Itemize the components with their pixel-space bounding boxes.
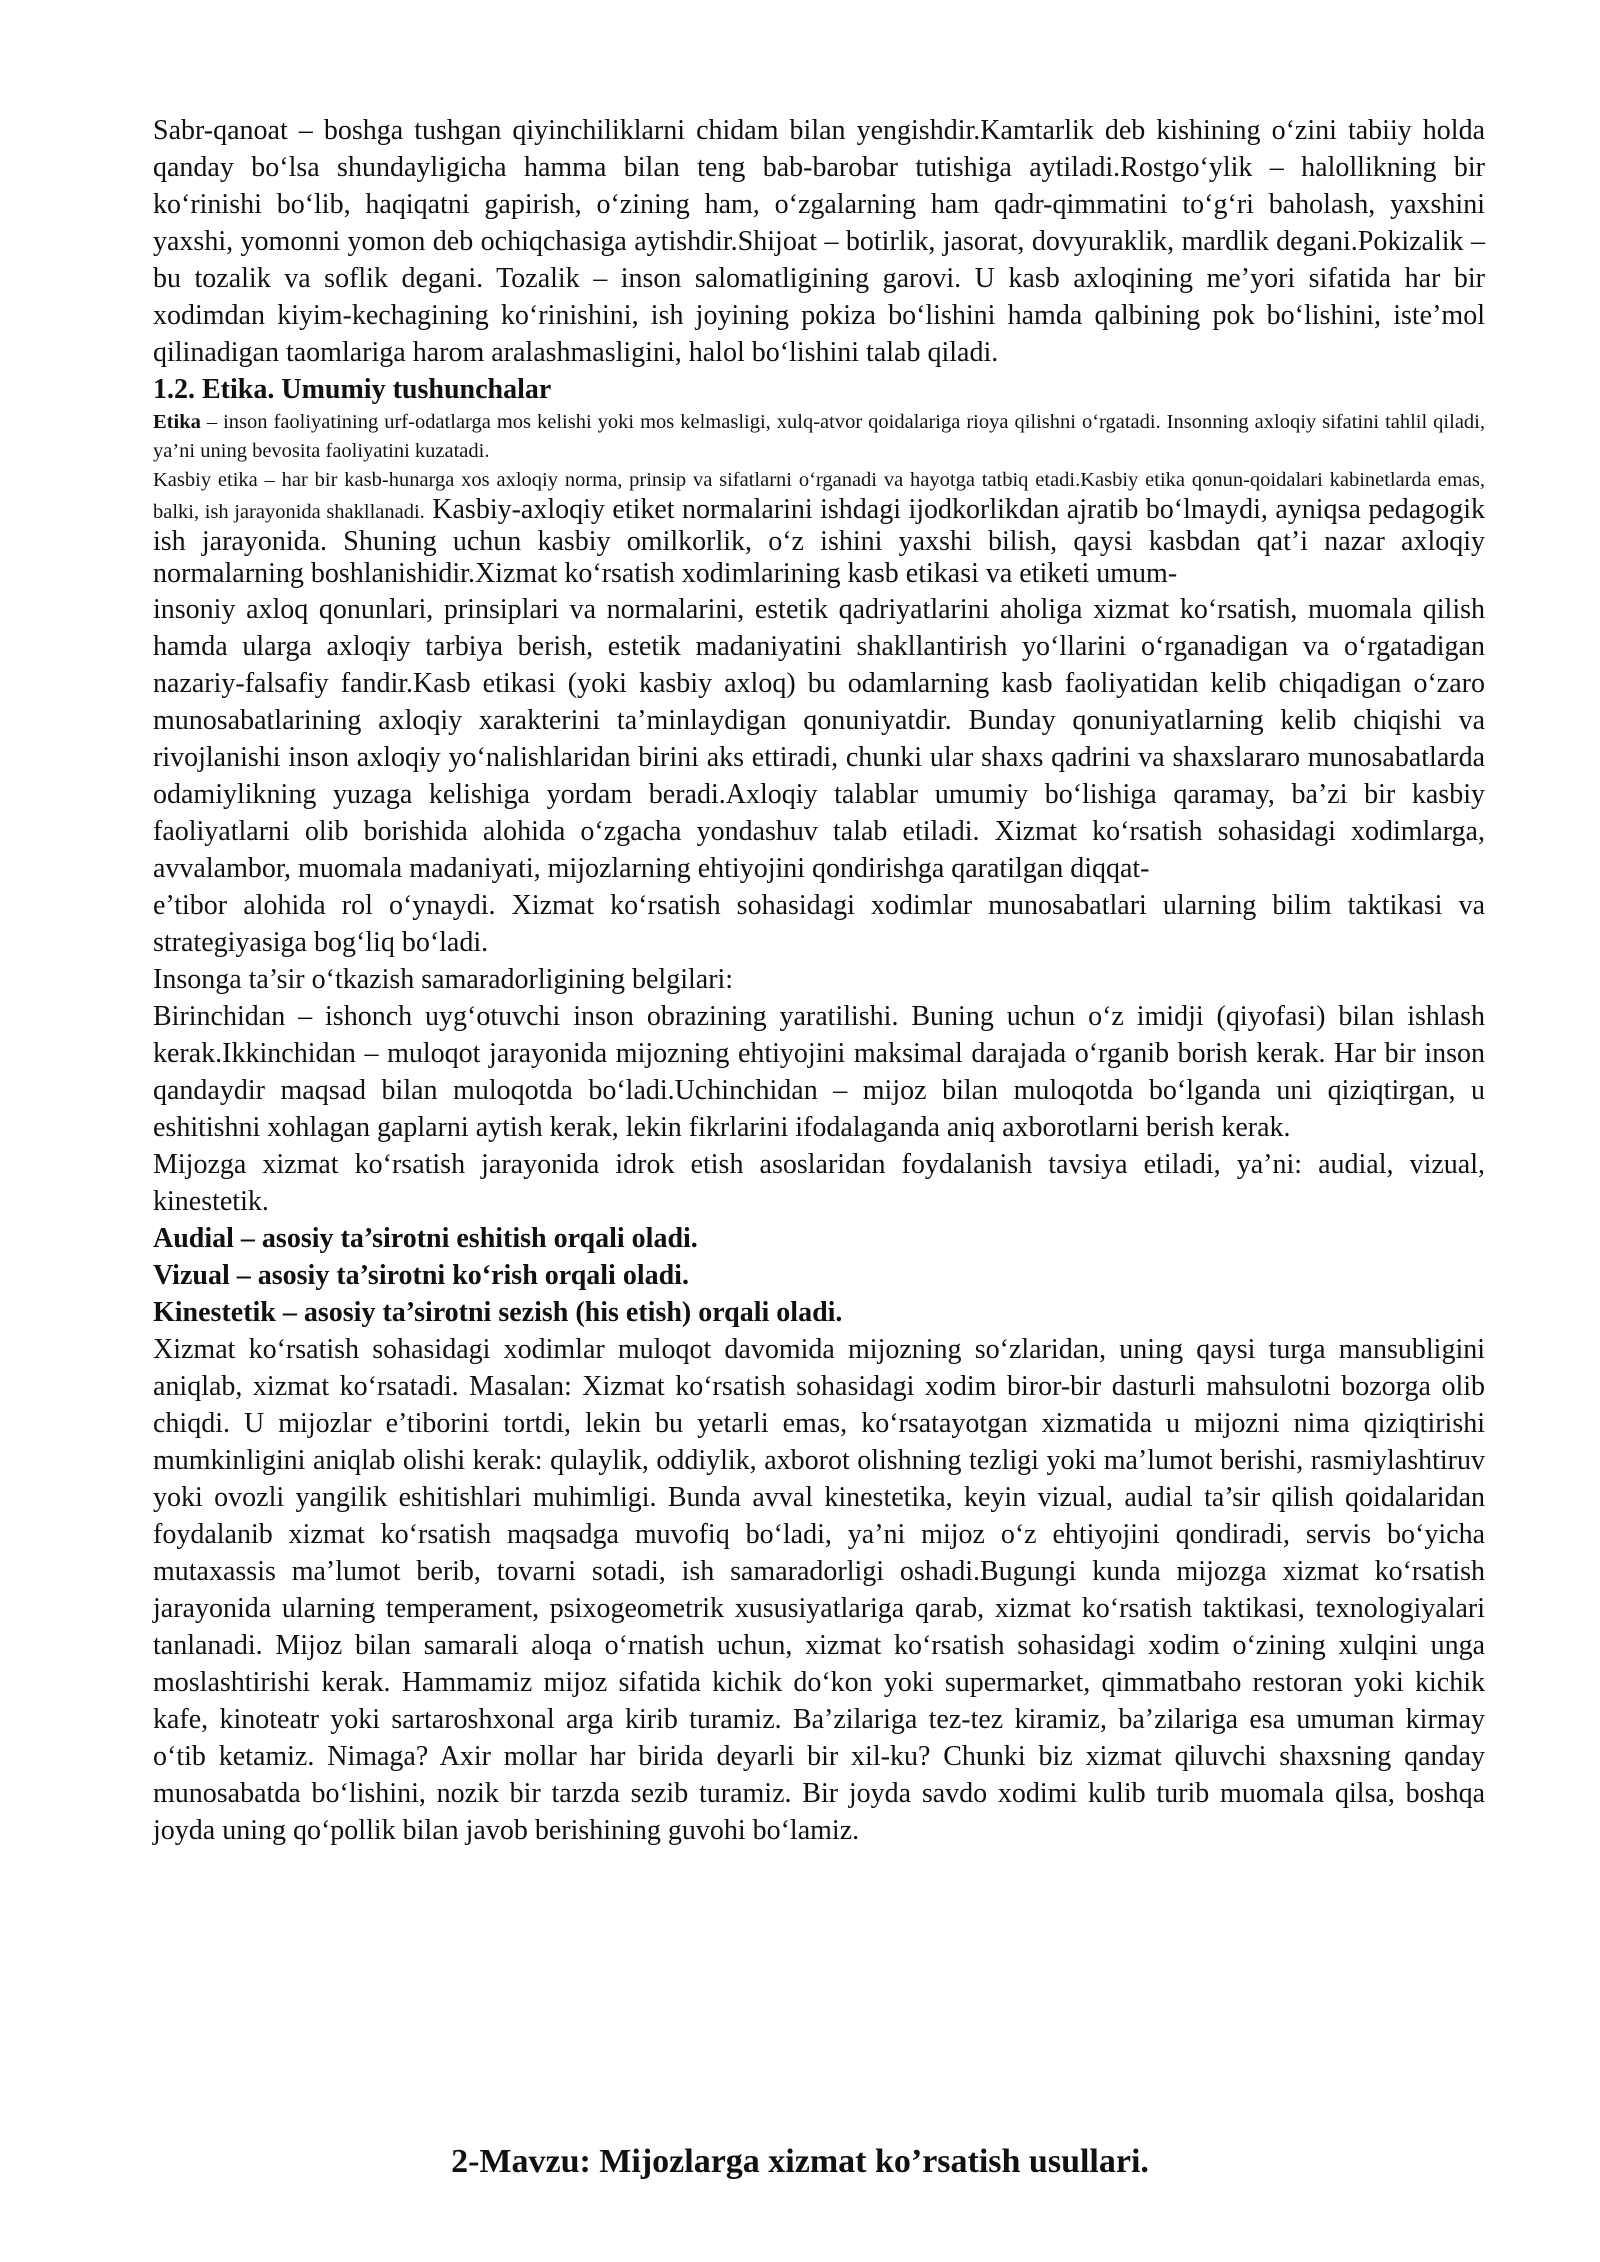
intro-paragraph: Sabr-qanoat – boshga tushgan qiyinchiliklarni chidam bilan yengishdir.Kamtarlik deb kishining oʻzini tabiiy holda qanday boʻlsa shundayligicha hamma bilan teng bab-barobar tutishiga aytiladi.Rostgoʻylik – halollikning bir koʻrinishi boʻlib, haqiqatni gapirish, oʻzining ham, oʻzgalarning ham qadr-qimmatini toʻgʻri baholash, yaxshini yaxshi, yomonni yomon deb ochiqchasiga aytishdir.Shijoat – botirlik, jasorat, dovyuraklik, mardlik degani.Pokizalik – bu tozalik va soflik degani. Tozalik – inson salomatligining garovi. U kasb axloqining me’yori sifatida har bir xodimdan kiyim-kechagining koʻrinishini, ish joyining pokiza boʻlishini hamda qalbining pok boʻlishini, iste’mol qilinadigan taomlariga harom aralashmasligini, halol boʻlishini talab qiladi. xyxy=(153,115,1485,368)
signs-intro: Insonga ta’sir oʻtkazish samaradorligining belgilari: xyxy=(153,964,734,995)
perception-kinestetik: Kinestetik – asosiy ta’sirotni sezish (his etish) orqali oladi. xyxy=(153,1297,843,1328)
kasbiy-etika-paragraph xyxy=(153,466,1485,591)
perception-intro: Mijozga xizmat koʻrsatish jarayonida idrok etish asoslaridan foydalanish tavsiya etiladi, ya’ni: audial, vizual, kinestetik. xyxy=(153,1149,1485,1217)
kasbiy-etika-normal-text: Kasbiy-axloqiy etiket normalarini ishdagi ijodkorlikdan ajratib boʻlmaydi, ayniqsa pedagogik ish jarayonida. Shuning uchun kasbiy omilkorlik, oʻz ishini yaxshi bilish, qaysi kasbdan qat’i nazar axloqiy normalarning boshlanishidir.Xizmat koʻrsatish xodimlarining kasb etikasi va etiketi umum- xyxy=(153,494,1485,589)
etika-term: Etika xyxy=(153,411,201,433)
ethics-paragraph: insoniy axloq qonunlari, prinsiplari va normalarini, estetik qadriyatlarini aholiga xizmat koʻrsatish, muomala qilish hamda ularga axloqiy tarbiya berish, estetik madaniyatini shakllantirish yoʻllarini oʻrganadigan va oʻrgatadigan nazariy-falsafiy fandir.Kasb etikasi (yoki kasbiy axloq) bu odamlarning kasb faoliyatidan kelib chiqadigan oʻzaro munosabatlarining axloqiy xarakterini ta’minlaydigan qonuniyatdir. Bunday qonuniyatlarning kelib chiqishi va rivojlanishi inson axloqiy yoʻnalishlaridan birini aks ettiradi, chunki ular shaxs qadrini va shaxslararo munosabatlarda odamiylikning yuzaga kelishiga yordam beradi.Axloqiy talablar umumiy boʻlishiga qaramay, ba’zi bir kasbiy faoliyatlarni olib borishida alohida oʻzgacha yondashuv talab etiladi. Xizmat koʻrsatish sohasidagi xodimlarga, avvalambor, muomala madaniyati, mijozlarning ehtiyojini qondirishga qaratilgan diqqat- xyxy=(153,594,1485,884)
kasbiy-etika-small-text: Kasbiy etika – har bir kasb-hunarga xos axloqiy norma, prinsip va sifatlarni oʻrganadi va hayotga tatbiq etadi.Kasbiy etika qonun-qoidalari kabinetlarda emas, balki, ish jarayonida shakllanadi. xyxy=(153,469,1485,523)
signs-paragraph: Birinchidan – ishonch uygʻotuvchi inson obrazining yaratilishi. Buning uchun oʻz imidji (qiyofasi) bilan ishlash kerak.Ikkinchidan – muloqot jarayonida mijozning ehtiyojini maksimal darajada oʻrganib borish kerak. Har bir inson qandaydir maqsad bilan muloqotda boʻladi.Uchinchidan – mijoz bilan muloqotda boʻlganda uni qiziqtirgan, u eshitishni xohlagan gaplarni aytish kerak, lekin fikrlarini ifodalaganda aniq axborotlarni berish kerak. xyxy=(153,1001,1485,1143)
etika-definition-text: – inson faoliyatining urf-odatlarga mos kelishi yoki mos kelmasligi, xulq-atvor qoidalariga rioya qilishni oʻrgatadi. Insonning axloqiy sifatini tahlil qiladi, ya’ni uning bevosita faoliyatini kuzatadi. xyxy=(153,411,1485,462)
perception-audial: Audial – asosiy ta’sirotni eshitish orqali oladi. xyxy=(153,1223,698,1254)
ethics-paragraph-continued: e’tibor alohida rol oʻynaydi. Xizmat koʻrsatish sohasidagi xodimlar munosabatlari ularning bilim taktikasi va strategiyasiga bogʻliq boʻladi. xyxy=(153,890,1485,958)
document-body xyxy=(153,112,1485,1849)
next-topic-title: 2-Mavzu: Mijozlarga xizmat ko’rsatish usullari. xyxy=(451,2143,1149,2180)
etika-definition xyxy=(153,408,1485,466)
perception-vizual: Vizual – asosiy ta’sirotni koʻrish orqali oladi. xyxy=(153,1260,689,1291)
section-heading: 1.2. Etika. Umumiy tushunchalar xyxy=(153,374,552,405)
final-paragraph: Xizmat koʻrsatish sohasidagi xodimlar muloqot davomida mijozning soʻzlaridan, uning qaysi turga mansubligini aniqlab, xizmat koʻrsatadi. Masalan: Xizmat koʻrsatish sohasidagi xodim biror-bir dasturli mahsulotni bozorga olib chiqdi. U mijozlar e’tiborini tortdi, lekin bu yetarli emas, koʻrsatayotgan xizmatida u mijozni nima qiziqtirishi mumkinligini aniqlab olishi kerak: qulaylik, oddiylik, axborot olishning tezligi yoki ma’lumot berishi, rasmiylashtiruv yoki ovozli yangilik eshitishlari muhimligi. Bunda avval kinestetika, keyin vizual, audial ta’sir qilish qoidalaridan foydalanib xizmat koʻrsatish maqsadga muvofiq boʻladi, ya’ni mijoz oʻz ehtiyojini qondiradi, servis boʻyicha mutaxassis ma’lumot berib, tovarni sotadi, ish samaradorligi oshadi.Bugungi kunda mijozga xizmat koʻrsatish jarayonida ularning temperament, psixogeometrik xususiyatlariga qarab, xizmat koʻrsatish taktikasi, texnologiyalari tanlanadi. Mijoz bilan samarali aloqa oʻrnatish uchun, xizmat koʻrsatish sohasidagi xodim oʻzining xulqini unga moslashtirishi kerak. Hammamiz mijoz sifatida kichik doʻkon yoki supermarket, qimmatbaho restoran yoki kichik kafe, kinoteatr yoki sartaroshxonal arga kirib turamiz. Ba’zilariga tez-tez kiramiz, ba’zilariga esa umuman kirmay oʻtib ketamiz. Nimaga? Axir mollar har birida deyarli bir xil-ku? Chunki biz xizmat qiluvchi shaxsning qanday munosabatda boʻlishini, nozik bir tarzda sezib turamiz. Bir joyda savdo xodimi kulib turib muomala qilsa, boshqa joyda uning qoʻpollik bilan javob berishining guvohi boʻlamiz. xyxy=(153,1334,1485,1846)
